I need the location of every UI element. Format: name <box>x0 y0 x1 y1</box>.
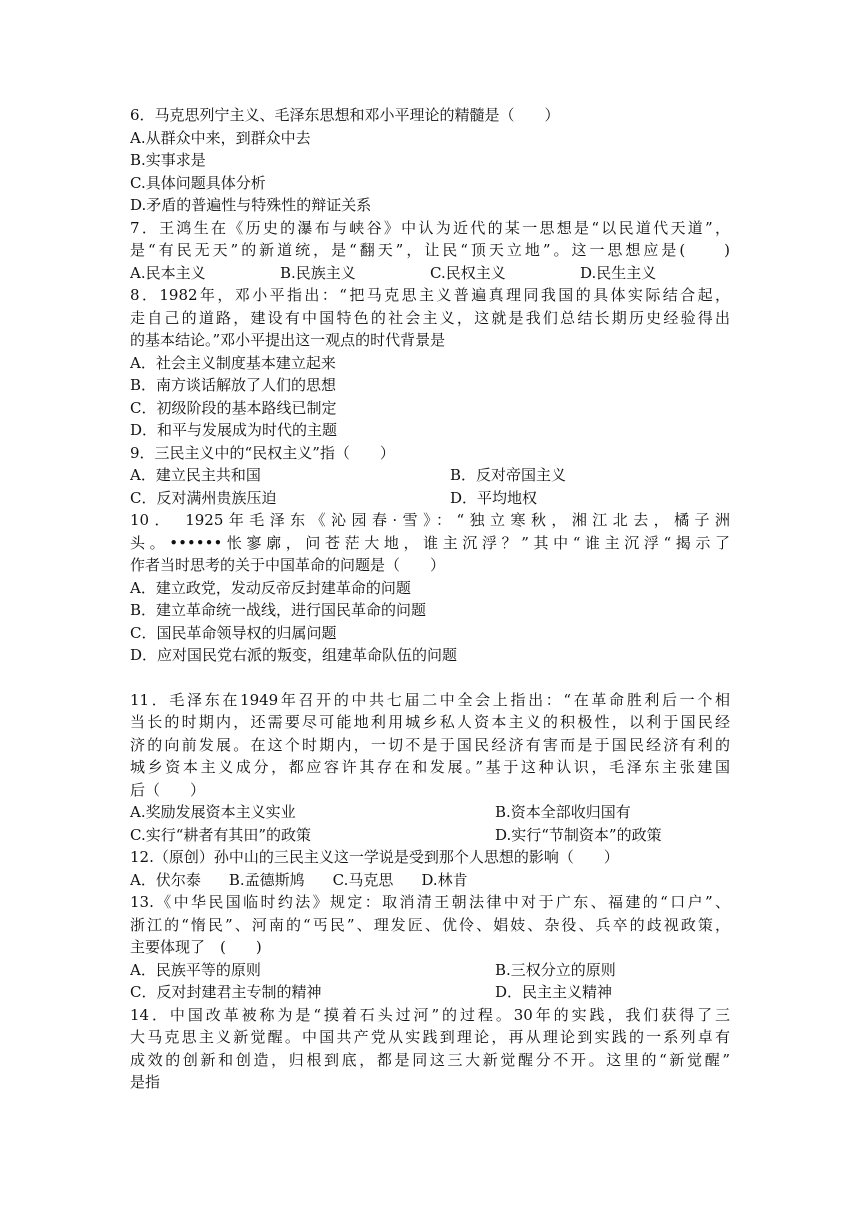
option-b: B．南方谈话解放了人们的思想 <box>130 376 337 394</box>
question-stem: 作者当时思考的关于中国革命的问题是（ ） <box>130 556 446 574</box>
option-b: B.资本全部收归国有 <box>495 803 631 821</box>
option-a: A.从群众中来，到群众中去 <box>130 128 311 147</box>
option-b: B．建立革命统一战线，进行国民革命的问题 <box>130 601 427 619</box>
options-row <box>130 262 730 285</box>
question-11 <box>130 689 730 847</box>
question-stem: 8．1982年，邓小平指出：“把马克思主义普遍真理同我国的具体实际结合起， <box>130 286 730 304</box>
question-14 <box>130 1004 730 1094</box>
question-7 <box>130 217 730 285</box>
option-a: A．伏尔泰 <box>130 870 201 889</box>
option-a: A．建立民主共和国 <box>130 466 261 484</box>
question-8 <box>130 284 730 442</box>
option-d: D.林肯 <box>421 870 468 889</box>
question-stem: 城乡资本主义成分，都应容许其存在和发展。”基于这种认识，毛泽东主张建国 <box>130 758 730 776</box>
option-c: C．初级阶段的基本路线已制定 <box>130 398 337 417</box>
options-row <box>130 981 730 1004</box>
option-b: B.三权分立的原则 <box>495 960 616 979</box>
options-row <box>130 869 730 892</box>
question-stem: 10． 1925年毛泽东《沁园春·雪》：“独立寒秋，湘江北去，橘子洲 <box>130 511 730 529</box>
options-row <box>130 824 730 847</box>
option-a: A．社会主义制度基本建立起来 <box>130 353 336 372</box>
option-d: D.实行“节制资本”的政策 <box>495 825 662 844</box>
option-b: B．反对帝国主义 <box>450 466 567 484</box>
options-row <box>130 464 730 487</box>
question-stem: 走自己的道路，建设有中国特色的社会主义，这就是我们总结长期历史经验得出 <box>130 308 730 327</box>
question-stem: 头。••••••怅寥廓，问苍茫大地，谁主沉浮？”其中“谁主沉浮“揭示了 <box>130 533 730 552</box>
question-6 <box>130 104 730 217</box>
question-stem: 当长的时期内，还需要尽可能地利用城乡私人资本主义的积极性，以利于国民经 <box>130 713 730 731</box>
question-10 <box>130 509 730 667</box>
option-c: C．反对满州贵族压迫 <box>130 488 277 507</box>
option-c: C.马克思 <box>332 870 394 889</box>
option-c: C．国民革命领导权的归属问题 <box>130 623 337 642</box>
question-stem: 11．毛泽东在1949年召开的中共七届二中全会上指出：“在革命胜利后一个相 <box>130 690 730 709</box>
question-stem: 济的向前发展。在这个时期内，一切不是于国民经济有害而是于国民经济有利的 <box>130 735 730 754</box>
question-stem: 成效的创新和创造，归根到底，都是同这三大新觉醒分不开。这里的“新觉醒” <box>130 1050 730 1069</box>
question-stem: 是指 <box>130 1073 161 1091</box>
question-stem: 13.《中华民国临时约法》规定：取消清王朝法律中对于广东、福建的“口户”、 <box>130 893 730 911</box>
option-c: C．反对封建君主专制的精神 <box>130 983 322 1001</box>
option-b: B.民族主义 <box>280 263 356 282</box>
option-c: C.实行“耕者有其田”的政策 <box>130 825 312 844</box>
question-stem: 是“有民无天”的新道统，是“翻天”，让民“顶天立地”。这一思想应是( ) <box>130 241 730 259</box>
option-d: D．应对国民党右派的叛变，组建革命队伍的问题 <box>130 646 458 664</box>
question-stem: 大马克思主义新觉醒。中国共产党从实践到理论，再从理论到实践的一系列卓有 <box>130 1028 730 1046</box>
option-a: A.奖励发展资本主义实业 <box>130 803 296 821</box>
option-a: A．民族平等的原则 <box>130 960 261 979</box>
question-stem: 后（ ） <box>130 780 206 799</box>
option-a: A.民本主义 <box>130 263 206 282</box>
blank-line <box>130 667 730 689</box>
option-d: D．民主主义精神 <box>495 983 613 1001</box>
question-stem: 9．三民主义中的“民权主义”指（ ） <box>130 443 395 462</box>
question-stem: 主要体现了 ( ) <box>130 938 262 956</box>
option-a: A．建立政党，发动反帝反封建革命的问题 <box>130 578 411 597</box>
options-row <box>130 801 730 824</box>
option-c: C.民权主义 <box>430 263 506 282</box>
option-d: D.民生主义 <box>580 263 657 282</box>
question-stem: 12.（原创）孙中山的三民主义这一学说是受到那个人思想的影响（ ） <box>130 848 619 866</box>
question-stem: 的基本结论。”邓小平提出这一观点的时代背景是 <box>130 331 446 349</box>
question-stem: 浙江的“惰民”、河南的“丐民”、理发匠、优伶、娼妓、杂役、兵卒的歧视政策， <box>130 915 730 934</box>
option-c: C.具体问题具体分析 <box>130 173 266 192</box>
question-stem: 6．马克思列宁主义、毛泽东思想和邓小平理论的精髓是（ ） <box>130 106 560 124</box>
option-d: D．平均地权 <box>450 488 538 507</box>
option-b: B.实事求是 <box>130 151 206 169</box>
options-row <box>130 959 730 982</box>
question-9 <box>130 442 730 510</box>
option-d: D.矛盾的普遍性与特殊性的辩证关系 <box>130 196 372 214</box>
exam-page <box>130 104 730 1094</box>
question-stem: 7．王鸿生在《历史的瀑布与峡谷》中认为近代的某一思想是“以民道代天道”， <box>130 218 730 237</box>
question-13 <box>130 891 730 1004</box>
option-b: B.孟德斯鸠 <box>228 870 305 889</box>
option-d: D．和平与发展成为时代的主题 <box>130 421 338 439</box>
question-12 <box>130 846 730 891</box>
options-row <box>130 487 730 510</box>
question-stem: 14．中国改革被称为是“摸着石头过河”的过程。30年的实践，我们获得了三 <box>130 1005 730 1024</box>
